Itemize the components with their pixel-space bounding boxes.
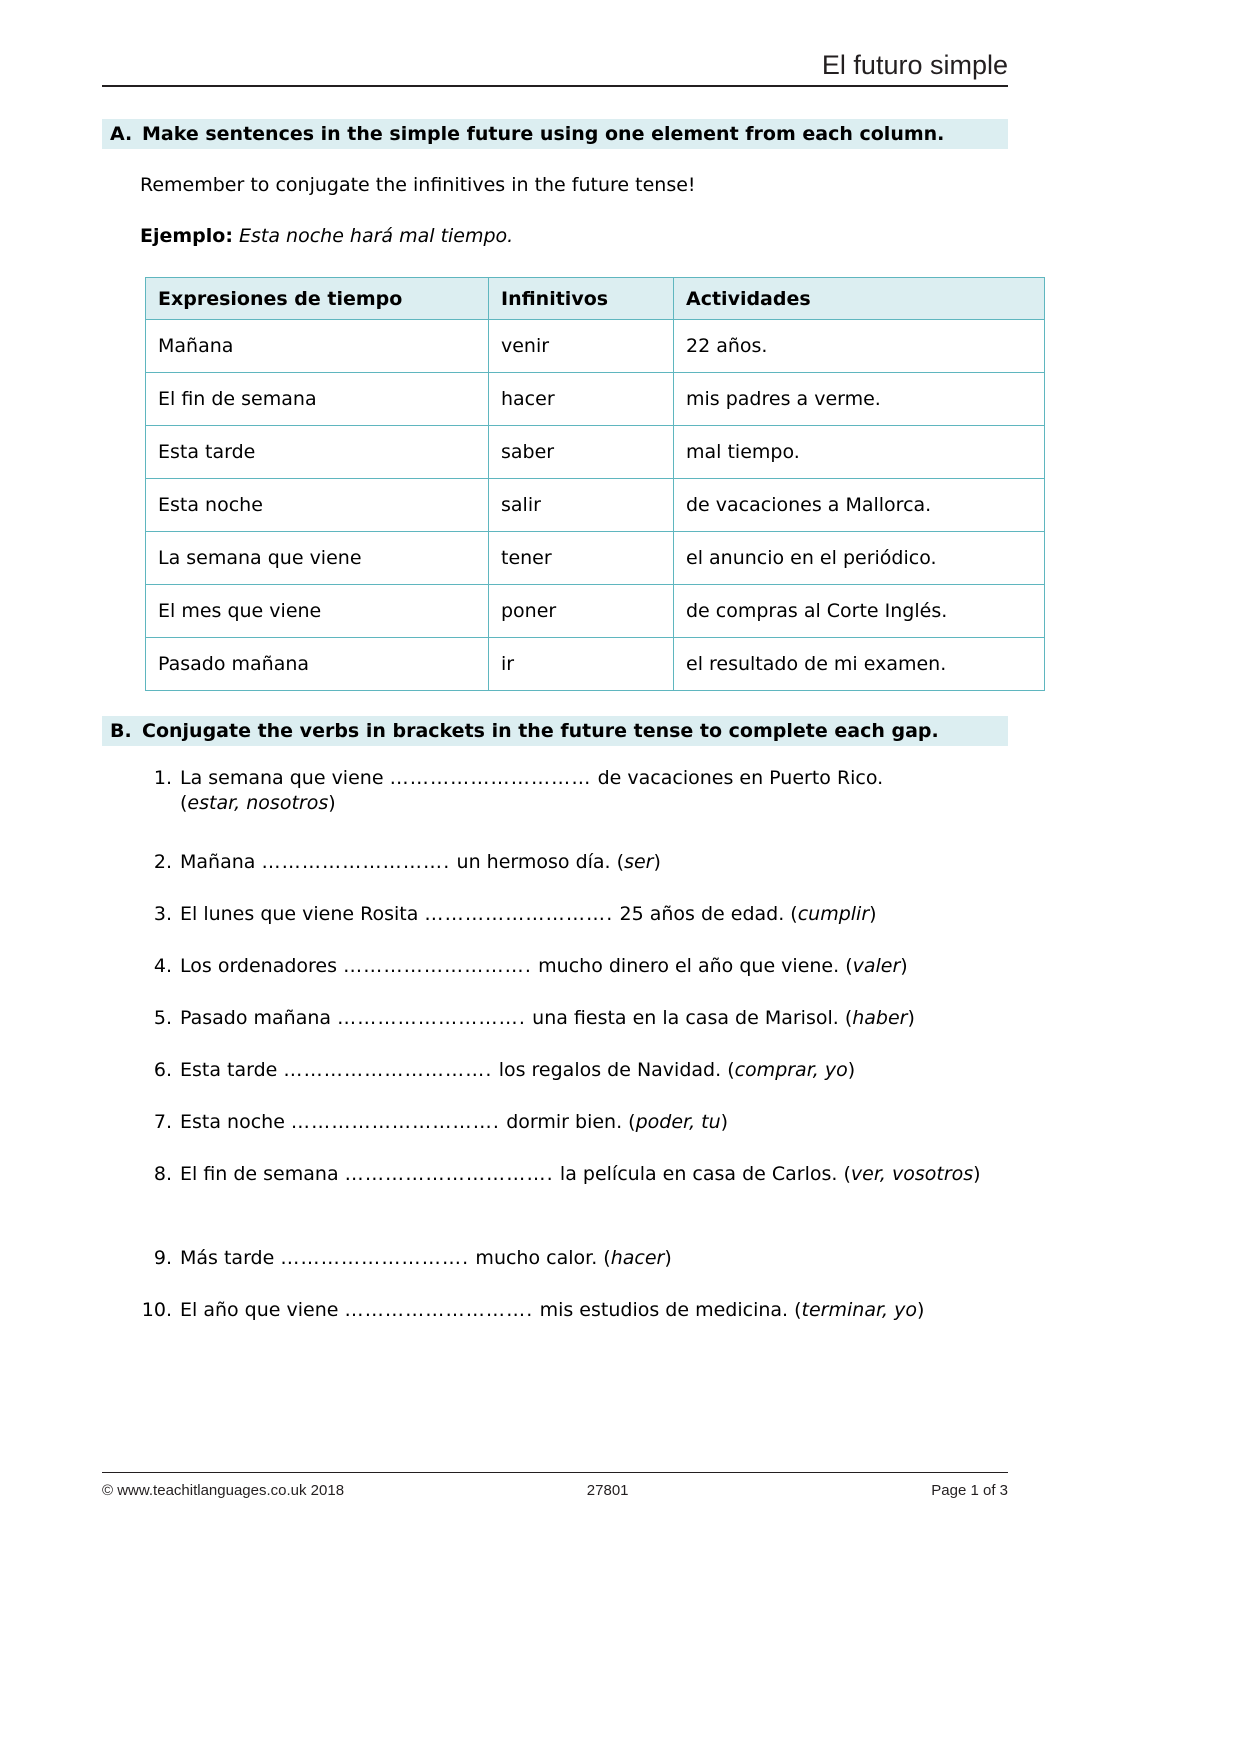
answer-blank[interactable]: ………………………. [424, 903, 614, 925]
question-remainder: la película en casa de Carlos. [553, 1163, 844, 1185]
hint-close-paren: ) [653, 851, 661, 873]
table-cell-activity: de vacaciones a Mallorca. [674, 479, 1045, 532]
question-remainder: los regalos de Navidad. [492, 1059, 728, 1081]
question-prompt: Esta noche [180, 1111, 291, 1133]
question-number: 9. [153, 1247, 172, 1269]
table-cell-infinitive: poner [489, 585, 674, 638]
table-row [146, 585, 1045, 638]
hint-close-paren: ) [328, 792, 336, 815]
footer-page-label: Page 1 of 3 [931, 1482, 1008, 1499]
table-cell-time: Mañana [146, 320, 489, 373]
section-a-heading: Make sentences in the simple future using one element from each column. [142, 123, 945, 145]
table-cell-infinitive: tener [489, 532, 674, 585]
table-row [146, 426, 1045, 479]
answer-blank[interactable]: ………………………. [337, 1007, 527, 1029]
hint-close-paren: ) [917, 1299, 925, 1321]
elements-table-wrapper [145, 277, 1005, 691]
footer-divider [102, 1472, 1008, 1473]
answer-blank[interactable]: …………………………. [283, 1059, 493, 1081]
table-cell-infinitive: hacer [489, 373, 674, 426]
table-header-cell: Actividades [674, 278, 1045, 320]
answer-blank[interactable]: ………………………. [261, 851, 451, 873]
question-text [180, 1298, 1020, 1323]
verb-hint: cumplir [797, 903, 870, 925]
question-prompt: El lunes que viene Rosita [180, 903, 425, 925]
table-cell-time: El fin de semana [146, 373, 489, 426]
table-row [146, 532, 1045, 585]
question-remainder: 25 años de edad. [613, 903, 791, 925]
page-header [102, 50, 1008, 87]
question-item [140, 1006, 1020, 1031]
hint-open-paren: ( [794, 1299, 802, 1321]
question-number: 8. [153, 1163, 172, 1185]
hint-close-paren: ) [869, 903, 877, 925]
verb-hint: poder, tu [635, 1111, 721, 1133]
question-number: 3. [153, 903, 172, 925]
hint-open-paren: ( [790, 903, 798, 925]
section-b-banner [102, 716, 1008, 746]
answer-blank[interactable]: …………………………. [344, 1163, 554, 1185]
page-footer [102, 1482, 1008, 1499]
hint-close-paren: ) [847, 1059, 856, 1081]
question-number: 7. [153, 1111, 172, 1133]
question-prompt: Más tarde [180, 1247, 281, 1269]
verb-hint: valer [852, 955, 901, 977]
hint-open-paren: ( [844, 1007, 853, 1029]
question-prompt: Mañana [180, 851, 262, 873]
answer-blank[interactable]: ………………………. [280, 1247, 470, 1269]
table-row [146, 320, 1045, 373]
question-remainder: un hermoso día. [450, 851, 617, 873]
table-cell-activity: el resultado de mi examen. [674, 638, 1045, 691]
hint-open-paren: ( [845, 955, 853, 977]
question-prompt: El año que viene [180, 1299, 345, 1321]
verb-hint: haber [852, 1007, 908, 1029]
question-remainder: mucho dinero el año que viene. [532, 955, 846, 977]
table-header-cell: Infinitivos [489, 278, 674, 320]
table-cell-time: Pasado mañana [146, 638, 489, 691]
verb-hint: ver, vosotros [850, 1163, 974, 1185]
question-text [180, 1006, 1020, 1031]
table-cell-infinitive: salir [489, 479, 674, 532]
question-text [180, 1110, 1020, 1135]
question-text [180, 902, 1020, 927]
question-text [180, 850, 1020, 875]
question-remainder: dormir bien. [500, 1111, 629, 1133]
question-item [140, 954, 1020, 979]
table-row [146, 638, 1045, 691]
hint-open-paren: ( [628, 1111, 636, 1133]
table-cell-activity: de compras al Corte Inglés. [674, 585, 1045, 638]
hint-open-paren: ( [603, 1247, 611, 1269]
question-remainder: mis estudios de medicina. [533, 1299, 795, 1321]
table-cell-activity: mis padres a verme. [674, 373, 1045, 426]
hint-close-paren: ) [973, 1163, 981, 1185]
hint-open-paren: ( [616, 851, 625, 873]
question-item [140, 1110, 1020, 1135]
question-number: 4. [153, 955, 172, 977]
example-line: Ejemplo: Esta noche hará mal tiempo. [140, 225, 514, 247]
table-cell-time: Esta tarde [146, 426, 489, 479]
question-item [140, 1162, 1020, 1187]
table-cell-activity: mal tiempo. [674, 426, 1045, 479]
answer-blank[interactable]: ………………………… [389, 767, 592, 789]
verb-hint: ser [624, 851, 654, 873]
question-text [180, 1246, 1020, 1271]
page-title: El futuro simple [821, 50, 1008, 80]
hint-close-paren: ) [900, 955, 908, 977]
section-a-instruction: Remember to conjugate the infinitives in the future tense! [140, 174, 696, 196]
question-number: 1. [153, 767, 172, 789]
question-item [140, 902, 1020, 927]
hint-open-paren: ( [180, 792, 188, 815]
hint-close-paren: ) [907, 1007, 915, 1029]
question-item [140, 850, 1020, 875]
question-item [140, 1298, 1020, 1323]
question-text [180, 766, 1020, 816]
question-remainder: una fiesta en la casa de Marisol. [526, 1007, 845, 1029]
table-cell-time: El mes que viene [146, 585, 489, 638]
question-text [180, 1162, 1020, 1187]
footer-copyright: © www.teachitlanguages.co.uk 2018 [102, 1482, 345, 1499]
example-text: Esta noche hará mal tiempo. [239, 225, 514, 247]
question-prompt: Pasado mañana [180, 1007, 338, 1029]
answer-blank[interactable]: ………………………. [343, 955, 533, 977]
hint-open-paren: ( [843, 1163, 851, 1185]
question-text [180, 954, 1020, 979]
question-number: 6. [153, 1059, 172, 1081]
table-cell-infinitive: venir [489, 320, 674, 373]
section-a-letter: A. [110, 123, 133, 145]
table-cell-time: Esta noche [146, 479, 489, 532]
answer-blank[interactable]: …………………………. [290, 1111, 501, 1133]
verb-hint: hacer [610, 1247, 665, 1269]
hint-close-paren: ) [664, 1247, 672, 1269]
question-prompt: La semana que viene [180, 767, 390, 789]
question-number: 5. [153, 1007, 172, 1029]
verb-hint: estar, nosotros [187, 792, 329, 815]
question-remainder: mucho calor. [469, 1247, 604, 1269]
question-text [180, 1058, 1020, 1083]
question-item [140, 1246, 1020, 1271]
verb-hint: terminar, yo [801, 1299, 917, 1321]
question-remainder: de vacaciones en Puerto Rico. [591, 767, 884, 789]
table-cell-time: La semana que viene [146, 532, 489, 585]
question-prompt: Esta tarde [180, 1059, 284, 1081]
hint-open-paren: ( [727, 1059, 735, 1081]
hint-close-paren: ) [720, 1111, 729, 1133]
table-cell-activity: 22 años. [674, 320, 1045, 373]
section-b-letter: B. [110, 720, 132, 742]
question-item [140, 766, 1020, 816]
question-number: 10. [141, 1299, 172, 1321]
section-b-heading: Conjugate the verbs in brackets in the future tense to complete each gap. [142, 720, 939, 742]
table-cell-activity: el anuncio en el periódico. [674, 532, 1045, 585]
question-number: 2. [153, 851, 172, 873]
section-a-banner [102, 119, 1008, 149]
table-row [146, 373, 1045, 426]
table-cell-infinitive: saber [489, 426, 674, 479]
elements-table [145, 277, 1045, 691]
question-item [140, 1058, 1020, 1083]
table-cell-infinitive: ir [489, 638, 674, 691]
question-prompt: Los ordenadores [180, 955, 344, 977]
example-label: Ejemplo [140, 225, 226, 247]
question-prompt: El fin de semana [180, 1163, 345, 1185]
footer-resource-id: 27801 [586, 1482, 629, 1499]
table-row [146, 479, 1045, 532]
table-header-cell: Expresiones de tiempo [146, 278, 489, 320]
answer-blank[interactable]: ………………………. [344, 1299, 534, 1321]
table-header-row [146, 278, 1045, 320]
verb-hint: comprar, yo [734, 1059, 848, 1081]
